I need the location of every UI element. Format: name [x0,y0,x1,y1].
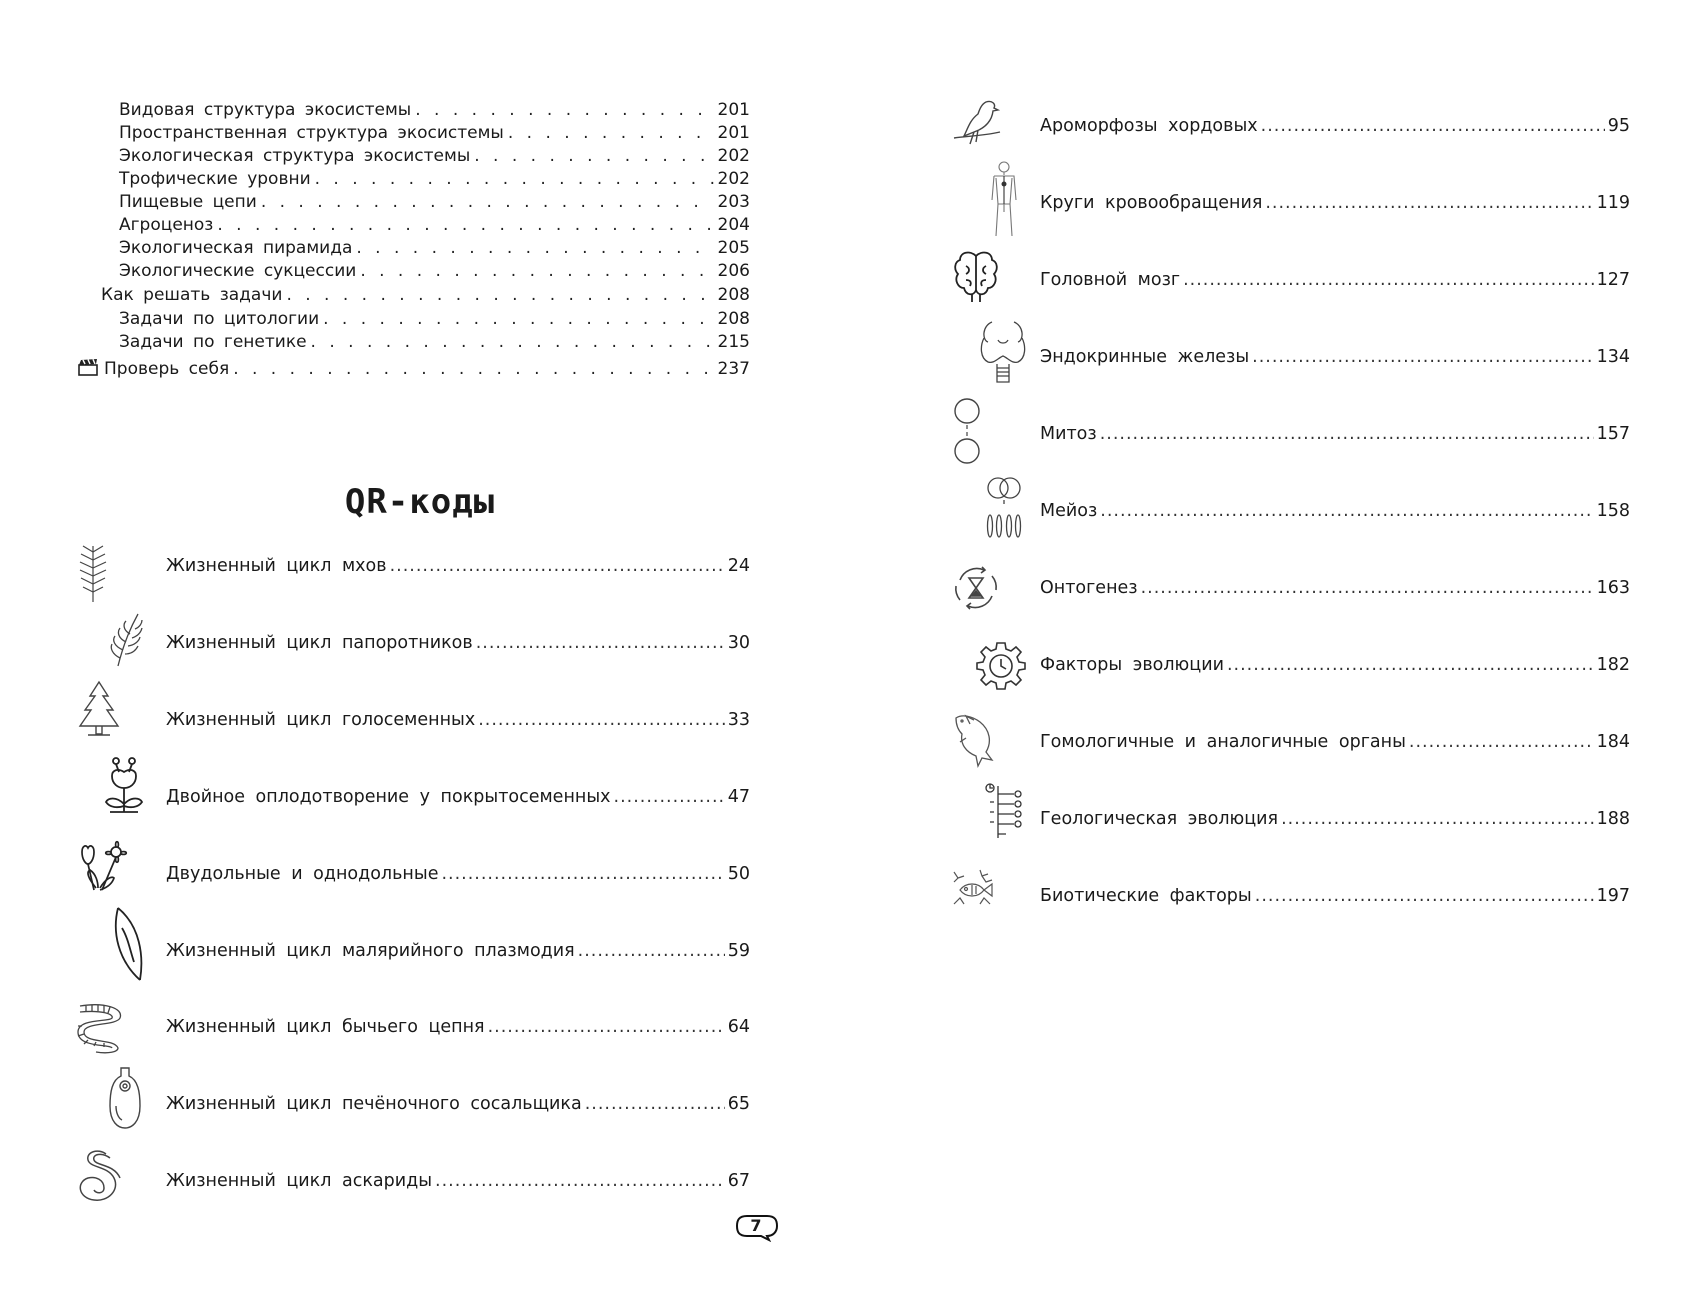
mitosis-icon [952,398,982,464]
toc-leader [217,215,713,235]
qr-item[interactable] [166,1171,750,1191]
qr-codes-heading: QR-коды [344,482,496,522]
roundworm-icon [74,1146,124,1204]
qr-item[interactable] [1040,347,1630,367]
page-number: 7 [750,1216,762,1235]
toc-item-title: Проверь себя [104,359,230,379]
toc-leader [415,100,713,120]
qr-leader [1265,193,1593,213]
qr-item-page: 59 [727,941,750,961]
qr-leader [1227,655,1594,675]
toc-item-page: 205 [717,238,750,258]
toc-item-page: 206 [717,261,750,281]
qr-leader [1100,501,1593,521]
qr-leader [1281,809,1594,829]
qr-item-page: 197 [1596,886,1630,906]
qr-item[interactable] [1040,501,1630,521]
fern-icon [106,610,146,668]
qr-item-title: Гомологичные и аналогичные органы [1040,732,1406,752]
toc-item[interactable] [119,100,750,120]
qr-item[interactable] [1040,424,1630,444]
qr-item-title: Жизненный цикл печёночного сосальщика [166,1094,582,1114]
qr-item-title: Жизненный цикл голосеменных [166,710,476,730]
toc-item-page: 215 [717,332,750,352]
toc-leader [323,309,713,329]
qr-item-title: Ароморфозы хордовых [1040,116,1258,136]
toc-item-title: Агроценоз [119,215,214,235]
qr-item-page: 127 [1596,270,1630,290]
qr-item-title: Головной мозг [1040,270,1181,290]
qr-item[interactable] [1040,732,1630,752]
qr-leader [478,710,725,730]
qr-item[interactable] [1040,270,1630,290]
qr-item[interactable] [166,1017,750,1037]
qr-item[interactable] [166,1094,750,1114]
qr-item-page: 30 [727,633,750,653]
timeline-icon [984,782,1028,840]
qr-item[interactable] [166,941,750,961]
toc-item[interactable] [119,169,750,189]
qr-leader [435,1171,725,1191]
qr-leader [1409,732,1594,752]
qr-item-page: 158 [1596,501,1630,521]
qr-item[interactable] [1040,655,1630,675]
toc-leader [286,285,713,305]
qr-item[interactable] [166,710,750,730]
qr-item-page: 95 [1607,116,1630,136]
qr-leader [1261,116,1605,136]
toc-item[interactable] [101,285,750,305]
qr-item-page: 64 [727,1017,750,1037]
qr-item-title: Эндокринные железы [1040,347,1250,367]
qr-item-title: Жизненный цикл папоротников [166,633,473,653]
toc-item[interactable] [78,358,750,379]
human-body-icon [986,160,1022,240]
toc-item-title: Трофические уровни [119,169,311,189]
toc-leader [233,359,713,379]
toc-item-title: Видовая структура экосистемы [119,100,412,120]
page-number-badge [735,1214,779,1240]
qr-item[interactable] [1040,886,1630,906]
qr-item-page: 50 [727,864,750,884]
fish-coral-icon [950,868,994,908]
qr-leader [441,864,724,884]
bird-icon [952,98,1002,150]
toc-item[interactable] [119,123,750,143]
qr-item-title: Жизненный цикл бычьего цепня [166,1017,485,1037]
qr-item[interactable] [1040,116,1630,136]
qr-item-page: 67 [727,1171,750,1191]
toc-item[interactable] [119,215,750,235]
toc-item[interactable] [119,309,750,329]
qr-item[interactable] [166,556,750,576]
qr-item-title: Митоз [1040,424,1097,444]
qr-item-page: 47 [727,787,750,807]
qr-item-title: Геологическая эволюция [1040,809,1279,829]
toc-item-page: 208 [717,309,750,329]
toc-item[interactable] [119,192,750,212]
toc-item-page: 201 [717,123,750,143]
qr-item-title: Жизненный цикл аскариды [166,1171,433,1191]
plasmodium-icon [110,906,146,982]
toc-item-title: Экологическая структура экосистемы [119,146,471,166]
toc-item-title: Задачи по цитологии [119,309,320,329]
toc-item[interactable] [119,146,750,166]
qr-item-title: Онтогенез [1040,578,1138,598]
qr-leader [390,556,725,576]
qr-leader [1100,424,1594,444]
qr-leader [476,633,725,653]
toc-item-title: Пространственная структура экосистемы [119,123,504,143]
qr-item[interactable] [1040,193,1630,213]
dolphin-icon [952,712,996,768]
qr-leader [578,941,725,961]
toc-item[interactable] [119,332,750,352]
qr-item-title: Двудольные и однодольные [166,864,439,884]
qr-item-page: 33 [727,710,750,730]
toc-item-page: 202 [717,169,750,189]
toc-leader [360,261,713,281]
qr-item-page: 134 [1596,347,1630,367]
qr-item-page: 24 [727,556,750,576]
toc-item-page: 203 [717,192,750,212]
qr-item[interactable] [1040,578,1630,598]
meiosis-icon [984,474,1024,540]
qr-leader [488,1017,725,1037]
qr-item-title: Жизненный цикл малярийного плазмодия [166,941,575,961]
tulip-icon [76,838,132,894]
toc-leader [474,146,713,166]
toc-item-title: Задачи по генетике [119,332,307,352]
toc-item-title: Экологическая пирамида [119,238,353,258]
qr-leader [1141,578,1594,598]
hourglass-cycle-icon [952,564,1000,612]
fluke-icon [106,1066,144,1132]
qr-item-page: 65 [727,1094,750,1114]
toc-item-page: 202 [717,146,750,166]
qr-item-title: Биотические факторы [1040,886,1252,906]
qr-item-title: Двойное оплодотворение у покрытосеменных [166,787,611,807]
tapeworm-icon [74,1000,130,1056]
qr-leader [1252,347,1593,367]
gear-clock-icon [976,640,1026,690]
qr-leader [1183,270,1594,290]
qr-item-page: 119 [1596,193,1630,213]
toc-leader [508,123,714,143]
toc-leader [315,169,714,189]
qr-leader [1255,886,1594,906]
toc-leader [261,192,714,212]
qr-item-title: Факторы эволюции [1040,655,1224,675]
toc-item-page: 201 [717,100,750,120]
qr-item-page: 163 [1596,578,1630,598]
qr-item-page: 182 [1596,655,1630,675]
qr-leader [585,1094,725,1114]
qr-item[interactable] [166,787,750,807]
clapperboard-icon [78,358,104,379]
qr-item-title: Мейоз [1040,501,1098,521]
qr-item-title: Круги кровообращения [1040,193,1263,213]
toc-item-title: Пищевые цепи [119,192,257,212]
qr-item[interactable] [1040,809,1630,829]
toc-item-page: 204 [717,215,750,235]
fir-tree-icon [76,680,122,738]
qr-item[interactable] [166,864,750,884]
toc-item-title: Как решать задачи [101,285,283,305]
moss-icon [76,542,110,604]
flower-icon [102,756,146,816]
qr-item-page: 184 [1596,732,1630,752]
toc-item-page: 208 [717,285,750,305]
thyroid-icon [978,320,1028,386]
qr-item[interactable] [166,633,750,653]
toc-item-page: 237 [717,359,750,379]
toc-item[interactable] [119,261,750,281]
toc-leader [356,238,713,258]
qr-item-page: 188 [1596,809,1630,829]
qr-item-title: Жизненный цикл мхов [166,556,387,576]
qr-leader [614,787,725,807]
toc-item[interactable] [119,238,750,258]
toc-leader [311,332,714,352]
toc-item-title: Экологические сукцессии [119,261,357,281]
qr-item-page: 157 [1596,424,1630,444]
brain-icon [952,250,1000,304]
